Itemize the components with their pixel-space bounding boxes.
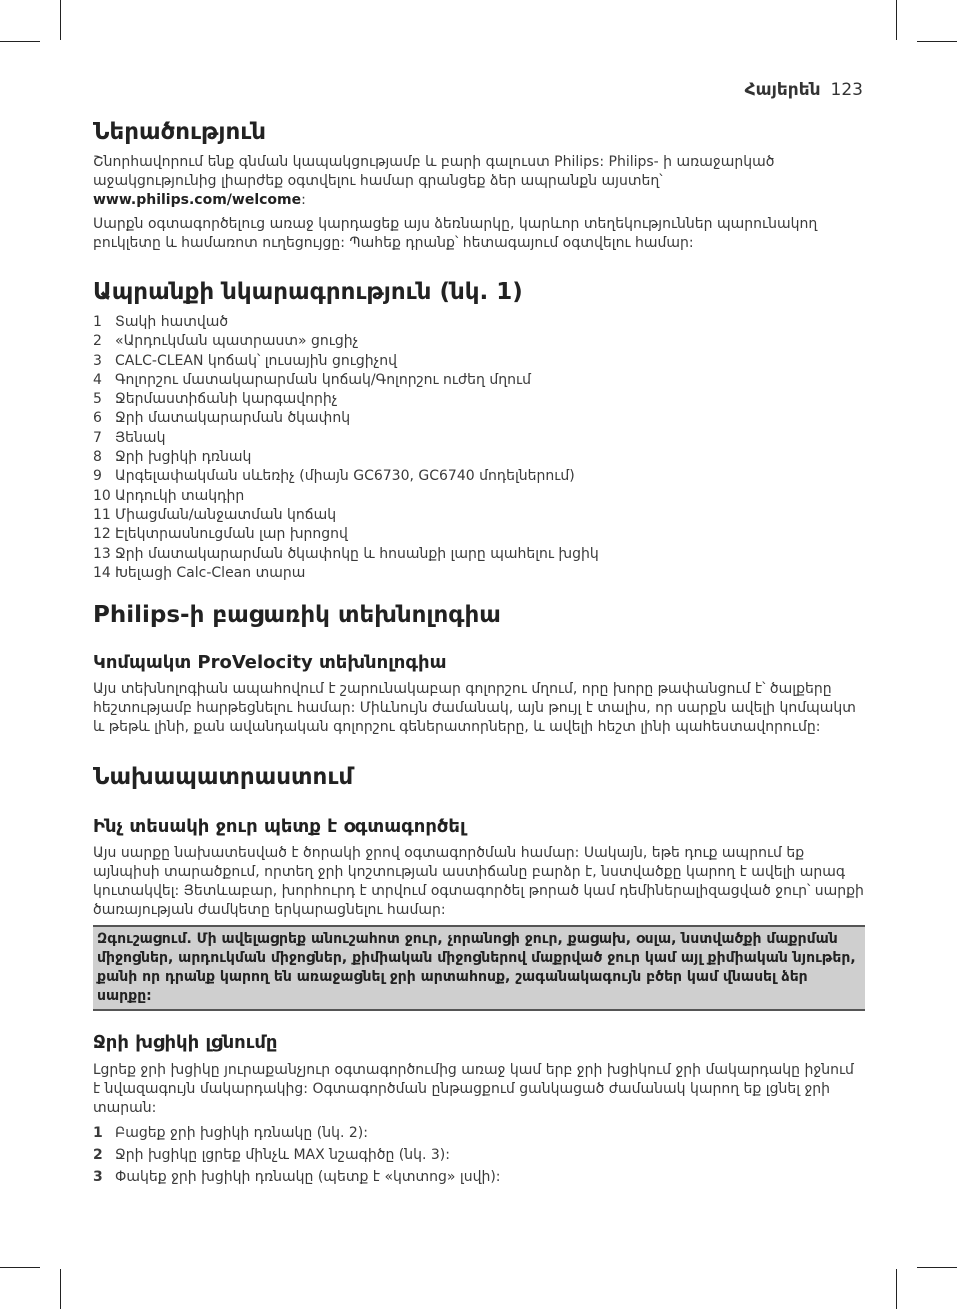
item-number: 10 (93, 487, 111, 504)
item-number: 12 (93, 526, 111, 543)
parts-list-item (93, 429, 865, 448)
welcome-link[interactable]: www.philips.com/welcome (93, 192, 302, 208)
item-number: 2 (93, 333, 102, 350)
language-label: Հայերեն (744, 80, 821, 100)
description-title: Ապրանքի նկարագրություն (նկ. 1) (93, 279, 523, 305)
fill-paragraph: Լցրեք ջրի խցիկը յուրաքանչյուր օգտագործումից առաջ կամ երբ ջրի խցիկում ջրի մակարդակը իջնում է նվազագույն մակարդակից: Օգտագործման ընթացքում ցանկացած ժամանակ կարող եք լցնել ջրի տարան: (93, 1062, 854, 1117)
parts-list-item (93, 525, 865, 544)
item-text: «Արդուկման պատրաստ» ցուցիչ (115, 333, 359, 350)
item-text: Էլեկտրասնուցման լար խրոցով (115, 526, 348, 543)
step-text: Ջրի խցիկը լցրեք մինչև MAX նշագիծը (նկ. 3): (115, 1147, 450, 1164)
parts-list (93, 313, 865, 583)
item-number: 9 (93, 468, 102, 485)
water-type-title: Ինչ տեսակի ջուր պետք է օգտագործել (93, 816, 466, 838)
item-number: 13 (93, 545, 111, 562)
preparation-title: Նախապատրաստում (93, 764, 354, 791)
item-number: 14 (93, 564, 111, 581)
item-text: Ջրի մատակարարման ծկափոկը և հոսանքի լարը պահելու խցիկ (115, 545, 599, 562)
item-text: Ջրի մատակարարման ծկափոկ (115, 410, 351, 427)
technology-title: Philips-ի բացառիկ տեխնոլոգիա (93, 602, 501, 629)
crop-mark (917, 41, 957, 42)
step-number: 3 (93, 1169, 103, 1186)
crop-mark (60, 0, 61, 40)
item-number: 5 (93, 391, 102, 408)
warning-box: Զգուշացում. Մի ավելացրեք անուշահոտ ջուր, չորանոցի ջուր, քացախ, օսլա, նստվածքի մաքրման միջոցներ, արդուկման միջոցներ, քիմիական միջոցներով մաքրված ջուր կամ այլ քիմիական նյութեր, քանի որ դրանք կարող են առաջացնել ջրի արտահոսք, շագանակագույն բծեր կամ վնասել ձեր սարքը: (93, 925, 865, 1011)
item-text: Խելացի Calc-Clean տարա (115, 564, 306, 581)
item-number: 4 (93, 371, 102, 388)
item-text: Ջերմաստիճանի կարգավորիչ (115, 391, 338, 408)
technology-paragraph: Այս տեխնոլոգիան ապահովում է շարունակաբար գոլորշու մղում, որը խորը թափանցում է՝ ծալքերը հեշտությամբ հարթեցնելու համար: Միևնույն ժամանակ, այն թույլ է տալիս, որ սարքն ավելի կոմպակտ և թեթև լինի, քան ավանդական գոլորշու գեներատորները, և ավելի հեշտ լինի պահեստավորումը: (93, 681, 856, 736)
step-item (93, 1122, 865, 1144)
intro-paragraph (93, 153, 865, 210)
parts-list-item (93, 506, 865, 525)
page-header (745, 80, 863, 100)
step-number: 2 (93, 1147, 103, 1164)
parts-list-item (93, 448, 865, 467)
item-number: 6 (93, 410, 102, 427)
crop-mark (896, 0, 897, 40)
step-text: Փակեք ջրի խցիկի դռնակը (պետք է «կտտոց» լսվի): (115, 1169, 501, 1186)
crop-mark (60, 1269, 61, 1309)
technology-subtitle: Կոմպակտ ProVelocity տեխնոլոգիա (93, 652, 447, 674)
item-text: Տակի հատված (115, 314, 229, 330)
step-item (93, 1144, 865, 1166)
parts-list-item (93, 487, 865, 506)
step-text: Բացեք ջրի խցիկի դռնակը (նկ. 2): (115, 1125, 368, 1142)
item-text: Արգելափակման սևեռիչ (միայն GC6730, GC6740 մոդելներում) (115, 468, 575, 485)
parts-list-item (93, 564, 865, 583)
parts-list-item (93, 332, 865, 351)
item-text: Յենակ (115, 429, 166, 446)
page-number: 123 (830, 80, 863, 100)
item-number: 7 (93, 429, 102, 446)
intro-title: Ներածություն (93, 119, 267, 145)
fill-title: Ջրի խցիկի լցնումը (93, 1032, 278, 1054)
crop-mark (896, 1269, 897, 1309)
item-number: 8 (93, 449, 102, 466)
parts-list-item (93, 313, 865, 332)
intro-paragraph-2: Սարքն օգտագործելուց առաջ կարդացեք այս ձեռնարկը, կարևոր տեղեկություններ պարունակող բուկլետը և համառոտ ուղեցույցը: Պահեք դրանք՝ հետագայում օգտվելու համար: (93, 216, 818, 251)
item-text: Արդուկի տակդիր (115, 487, 245, 504)
parts-list-item (93, 545, 865, 564)
step-number: 1 (93, 1125, 103, 1142)
step-item (93, 1166, 865, 1188)
water-type-paragraph: Այս սարքը նախատեսված է ծորակի ջրով օգտագործման համար: Սակայն, եթե դուք ապրում եք այնպիսի տարածքում, որտեղ ջրի կոշտության աստիճանը բարձր է, նստվածքը կարող է ավելի արագ կուտակվել: Յետևաբար, խորհուրդ է տրվում օգտագործել թորած կամ դեմիներալիզացված ջուր՝ սարքի ծառայության ժամկետը երկարացնելու համար: (93, 845, 864, 919)
parts-list-item (93, 467, 865, 486)
item-number: 11 (93, 506, 111, 523)
item-text: Միացման/անջատման կոճակ (115, 506, 337, 523)
item-text: Գոլորշու մատակարարման կոճակ/Գոլորշու ուժեղ մղում (115, 371, 531, 388)
parts-list-item (93, 409, 865, 428)
page-content (93, 117, 865, 1188)
item-number: 1 (93, 314, 102, 330)
crop-mark (0, 1267, 40, 1268)
crop-mark (0, 41, 40, 42)
parts-list-item (93, 352, 865, 371)
parts-list-item (93, 390, 865, 409)
item-number: 3 (93, 352, 102, 369)
item-text: Ջրի խցիկի դռնակ (115, 449, 252, 466)
intro-text: Շնորհավորում ենք գնման կապակցությամբ և բարի գալուստ Philips: Philips- ի առաջարկած աջակցությունից լիարժեք օգտվելու համար գրանցեք ձեր ապրանքն այստեղ՝ (93, 154, 775, 189)
crop-mark (917, 1267, 957, 1268)
fill-steps (93, 1122, 865, 1188)
parts-list-item (93, 371, 865, 390)
intro-end: : (301, 192, 306, 208)
item-text: CALC-CLEAN կոճակ՝ լուսային ցուցիչով (115, 352, 397, 369)
